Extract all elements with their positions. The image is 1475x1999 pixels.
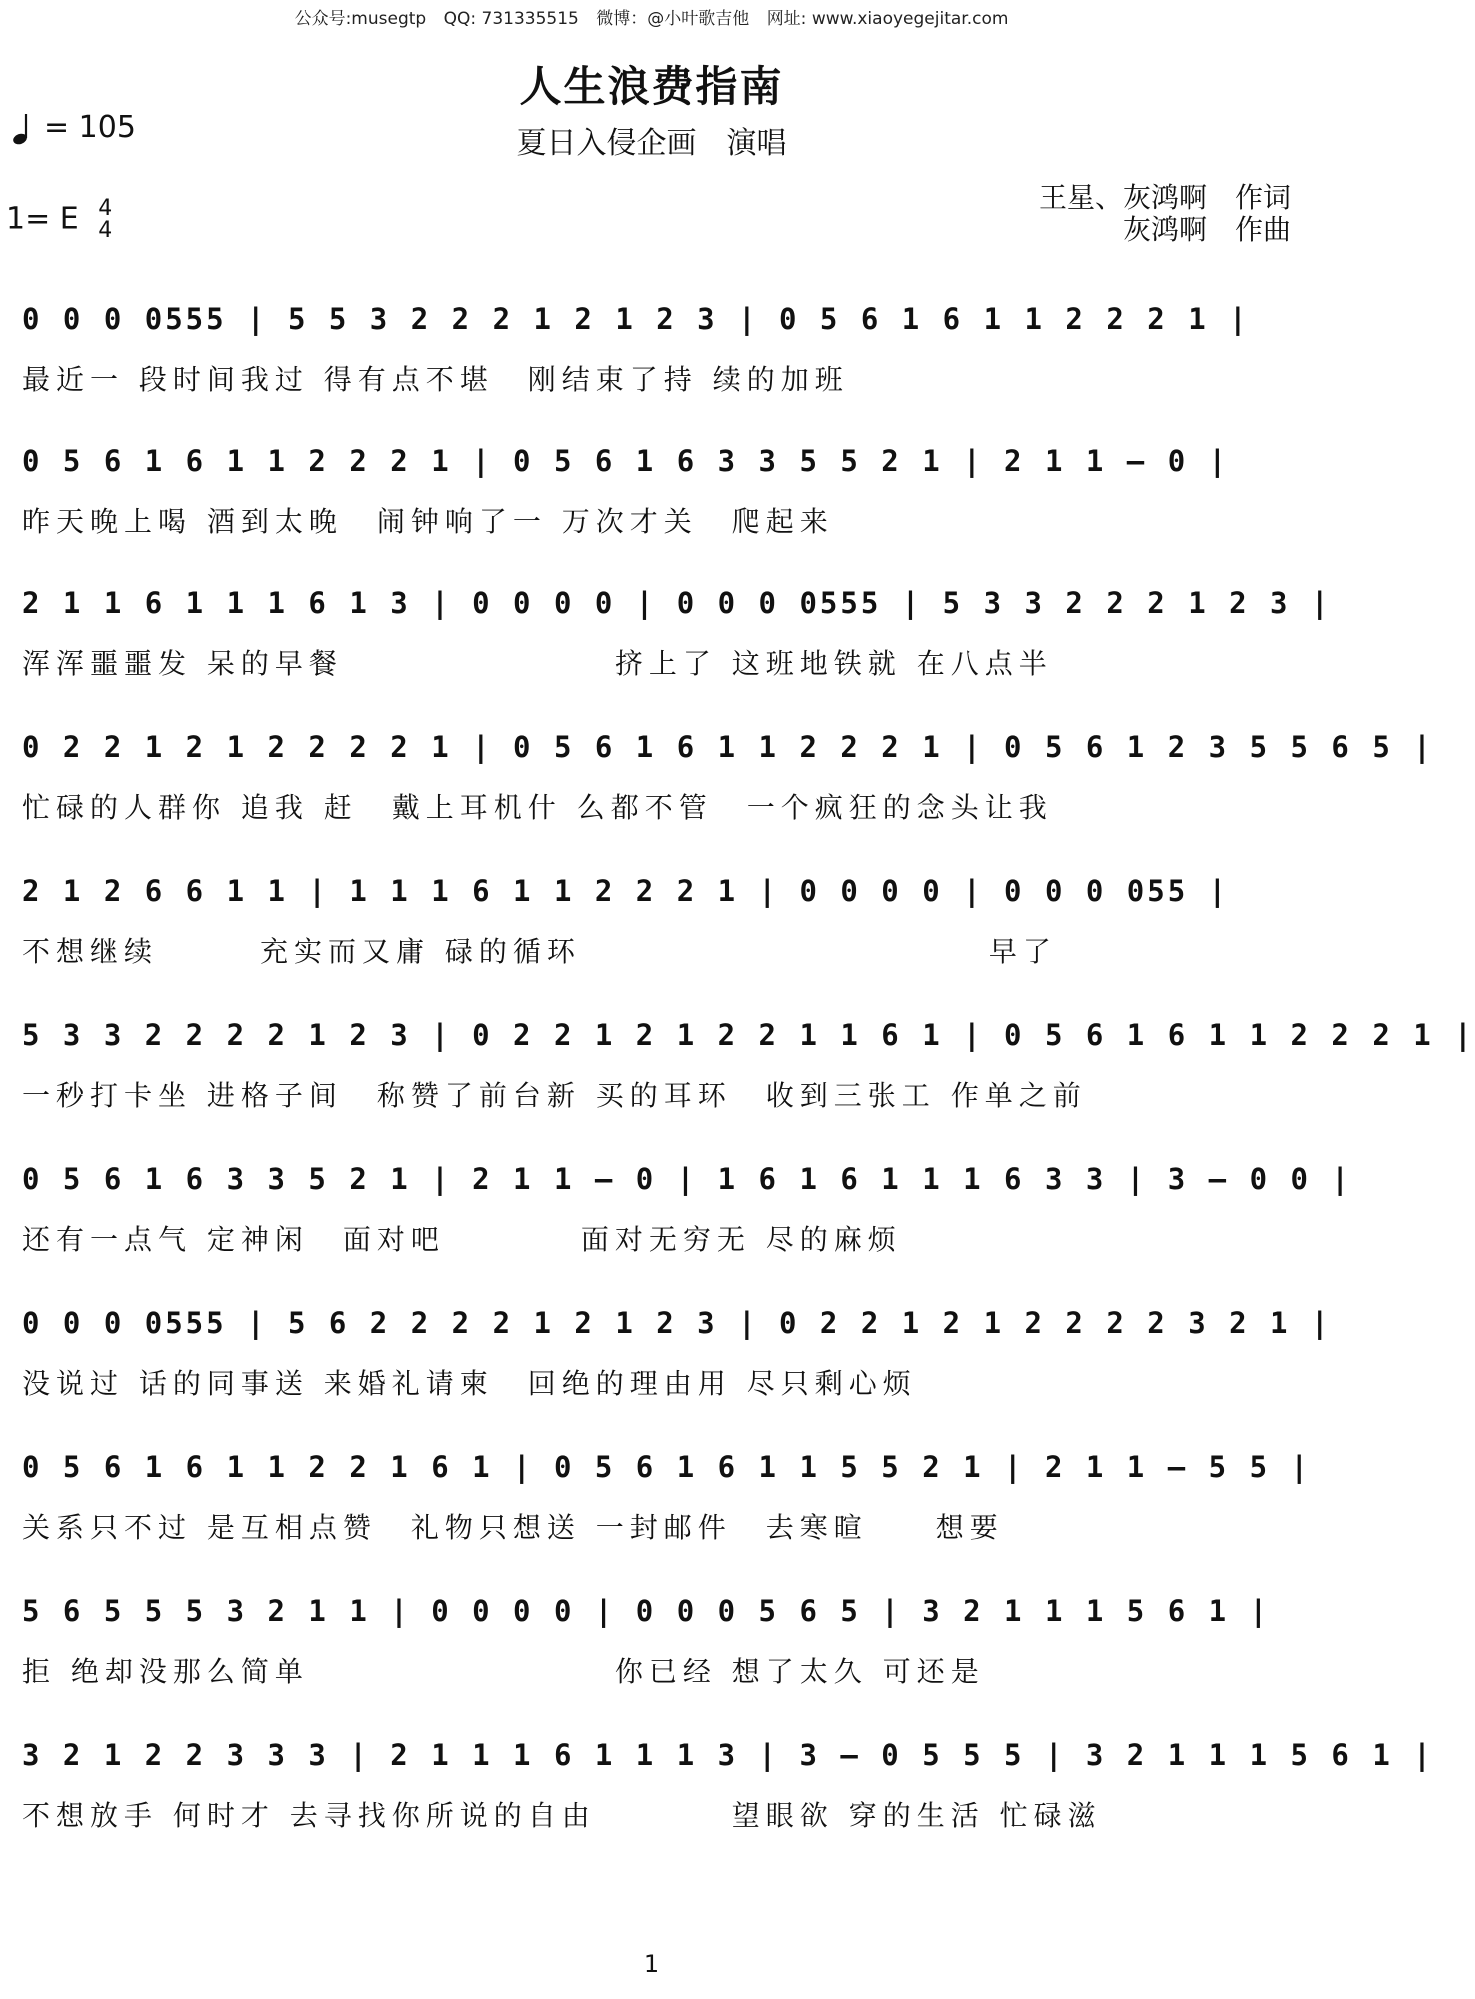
time-signature [98, 198, 112, 242]
singer-line: 夏日入侵企画 演唱 [516, 126, 787, 161]
lyric-line: 浑浑噩噩发 呆的早餐 挤上了 这班地铁就 在八点半 [22, 647, 1053, 680]
lyric-line: 不想放手 何时才 去寻找你所说的自由 望眼欲 穿的生活 忙碌滋 [22, 1799, 1102, 1832]
notation-line: 0 0 0 0555 | 5 6 2 2 2 2 1 2 1 2 3 | 0 2 2 1 2 1 2 2 2 2 3 2 1 | [22, 1306, 1332, 1340]
notation-line: 3 2 1 2 2 3 3 3 | 2 1 1 1 6 1 1 1 3 | 3 — 0 5 5 5 | 3 2 1 1 1 5 6 1 | [22, 1738, 1434, 1772]
score-row [22, 1438, 1311, 1548]
notation-line: 0 2 2 1 2 1 2 2 2 2 1 | 0 5 6 1 6 1 1 2 2 2 1 | 0 5 6 1 2 3 5 5 6 5 | [22, 730, 1434, 764]
song-title: 人生浪费指南 [519, 62, 784, 111]
site-header [0, 4, 1303, 29]
score-row [22, 1582, 1280, 1692]
lyricist-credit: 王星、灰鸿啊 作词 [1038, 181, 1291, 214]
wechat-text: 公众号:musegtp [294, 9, 427, 29]
time-numerator: 4 [98, 196, 113, 221]
score-row [22, 1006, 1475, 1116]
score-row [22, 290, 1280, 400]
lyric-line: 拒 绝却没那么简单 你已经 想了太久 可还是 [22, 1655, 985, 1688]
lyric-line: 不想继续 充实而又庸 碌的循环 早了 [22, 935, 1057, 968]
notation-line: 2 1 1 6 1 1 1 6 1 3 | 0 0 0 0 | 0 0 0 0555 | 5 3 3 2 2 2 1 2 3 | [22, 586, 1332, 620]
site-text: 网址: www.xiaoyegejitar.com [766, 9, 1009, 29]
lyric-line: 没说过 话的同事送 来婚礼请柬 回绝的理由用 尽只剩心烦 [22, 1367, 917, 1400]
notation-line: 0 5 6 1 6 3 3 5 2 1 | 2 1 1 — 0 | 1 6 1 6 1 1 1 6 3 3 | 3 — 0 0 | [22, 1162, 1352, 1196]
score-row [22, 1294, 1332, 1404]
score-row [22, 862, 1280, 972]
lyric-line: 昨天晚上喝 酒到太晚 闹钟响了一 万次才关 爬起来 [22, 505, 834, 538]
tempo-mark [12, 110, 136, 146]
composer-credit: 灰鸿啊 作曲 [1122, 213, 1291, 246]
qq-text: QQ: 731335515 [443, 9, 579, 29]
lyric-line: 关系只不过 是互相点赞 礼物只想送 一封邮件 去寒暄 想要 [22, 1511, 1004, 1544]
time-denominator: 4 [98, 218, 113, 243]
notation-line: 2 1 2 6 6 1 1 | 1 1 1 6 1 1 2 2 2 1 | 0 0 0 0 | 0 0 0 055 | [22, 874, 1230, 908]
notation-line: 5 6 5 5 5 3 2 1 1 | 0 0 0 0 | 0 0 0 5 6 5 | 3 2 1 1 1 5 6 1 | [22, 1594, 1271, 1628]
score-row [22, 432, 1280, 542]
lyric-line: 最近一 段时间我过 得有点不堪 刚结束了持 续的加班 [22, 363, 849, 396]
notation-line: 5 3 3 2 2 2 2 1 2 3 | 0 2 2 1 2 1 2 2 1 1 6 1 | 0 5 6 1 6 1 1 2 2 2 1 | [22, 1018, 1475, 1052]
notation-line: 0 0 0 0555 | 5 5 3 2 2 2 1 2 1 2 3 | 0 5 6 1 6 1 1 2 2 2 1 | [22, 302, 1250, 336]
score-row [22, 574, 1332, 684]
key-text: 1= E [6, 201, 79, 237]
tempo-value: = 105 [44, 110, 136, 145]
weibo-text: 微博：@小叶歌吉他 [596, 9, 750, 29]
score-row [22, 718, 1434, 828]
lyric-line: 忙碌的人群你 追我 赶 戴上耳机什 么都不管 一个疯狂的念头让我 [22, 791, 1053, 824]
score-row [22, 1150, 1352, 1260]
score-row [22, 1726, 1434, 1836]
quarter-note-icon [12, 112, 32, 146]
notation-line: 0 5 6 1 6 1 1 2 2 1 6 1 | 0 5 6 1 6 1 1 5 5 2 1 | 2 1 1 — 5 5 | [22, 1450, 1311, 1484]
notation-line: 0 5 6 1 6 1 1 2 2 2 1 | 0 5 6 1 6 3 3 5 5 2 1 | 2 1 1 — 0 | [22, 444, 1230, 478]
key-signature [6, 198, 112, 242]
lyric-line: 还有一点气 定神闲 面对吧 面对无穷无 尽的麻烦 [22, 1223, 902, 1256]
page-number: 1 [643, 1950, 660, 1978]
lyric-line: 一秒打卡坐 进格子间 称赞了前台新 买的耳环 收到三张工 作单之前 [22, 1079, 1087, 1112]
